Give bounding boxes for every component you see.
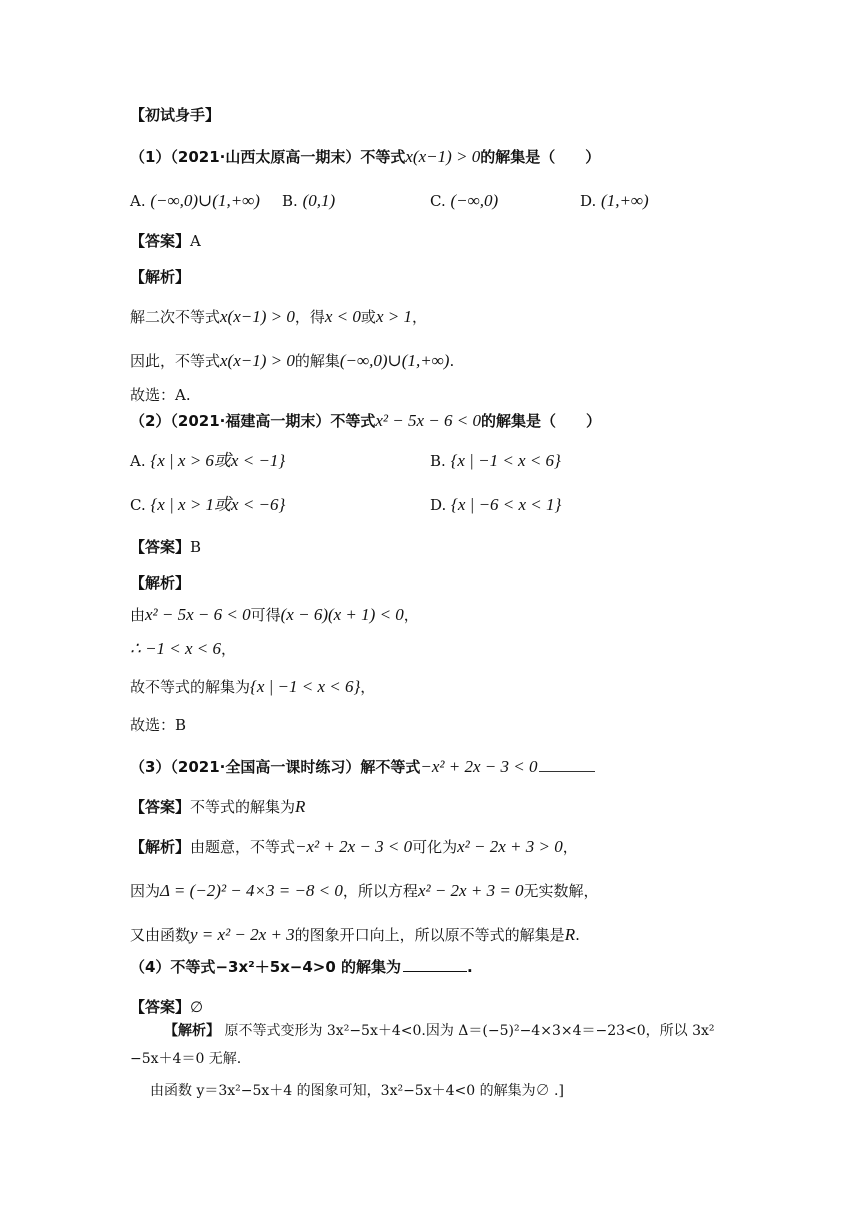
q1-option-d: D. (1,+∞) xyxy=(580,191,649,210)
q1-option-b: B. (0,1) xyxy=(282,191,336,210)
q1-analysis-line-2: 因此，不等式x(x−1) > 0的解集(−∞,0)∪(1,+∞). xyxy=(130,351,455,370)
q3-answer-blank[interactable] xyxy=(539,757,595,772)
q4-answer: 【答案】∅ xyxy=(130,998,204,1016)
q3-stem-line: （3）（2021·全国高一课时练习）解不等式−x² + 2x − 3 < 0 xyxy=(130,756,595,778)
q4-analysis-line-2: −5x＋4＝0 无解. xyxy=(130,1051,242,1067)
q2-option-b: B. {x | −1 < x < 6} xyxy=(430,451,561,470)
q2-option-c: C. {x | x > 1或x < −6} xyxy=(130,495,286,514)
q1-option-c: C. (−∞,0) xyxy=(430,191,499,210)
q3-answer: 【答案】不等式的解集为R xyxy=(130,797,306,816)
q3-analysis-line-3: 又由函数y = x² − 2x + 3的图象开口向上，所以原不等式的解集是R. xyxy=(130,925,580,944)
q4-stem-line: （4）不等式−3x²＋5x−4>0 的解集为 . xyxy=(130,958,473,976)
q3-expr: −x² + 2x − 3 < 0 xyxy=(420,757,538,776)
q2-analysis-line-3: 故不等式的解集为{x | −1 < x < 6}， xyxy=(130,677,376,696)
q3-analysis-line-1: 【解析】由题意，不等式−x² + 2x − 3 < 0可化为x² − 2x + 3 > 0， xyxy=(130,837,578,856)
q1-conclusion: 故选：A. xyxy=(130,386,191,404)
section-title: 【初试身手】 xyxy=(130,106,221,124)
q1-analysis-label: 【解析】 xyxy=(130,268,191,286)
q2-analysis-line-1: 由x² − 5x − 6 < 0可得(x − 6)(x + 1) < 0， xyxy=(130,605,419,624)
q2-expr: x² − 5x − 6 < 0 xyxy=(375,411,481,430)
q2-analysis-label: 【解析】 xyxy=(130,574,191,592)
q2-answer: 【答案】B xyxy=(130,538,202,556)
q1-answer: 【答案】A xyxy=(130,232,201,250)
q2-analysis-line-2: ∴ −1 < x < 6， xyxy=(130,639,237,658)
q4-answer-value: ∅ xyxy=(190,998,204,1016)
q2-option-d: D. {x | −6 < x < 1} xyxy=(430,495,562,514)
q4-analysis-line-3: 由函数 y＝3x²−5x＋4 的图象可知，3x²−5x＋4<0 的解集为∅ .] xyxy=(150,1083,564,1099)
q1-option-a: A. (−∞,0)∪(1,+∞) xyxy=(130,191,260,210)
q2-answer-value: B xyxy=(190,538,202,556)
q1-answer-value: A xyxy=(190,232,201,250)
q2-option-a: A. {x | x > 6或x < −1} xyxy=(130,451,286,470)
q1-expr: x(x−1) > 0 xyxy=(405,147,481,166)
q1-stem: （1）（2021·山西太原高一期末）不等式 xyxy=(130,148,406,166)
q2-conclusion: 故选：B xyxy=(130,716,187,734)
q3-analysis-line-2: 因为Δ = (−2)² − 4×3 = −8 < 0，所以方程x² − 2x + 3 = 0无实数解， xyxy=(130,881,599,900)
q2-stem-line: （2）（2021·福建高一期末）不等式x² − 5x − 6 < 0的解集是（ ） xyxy=(130,411,602,430)
q4-analysis-line-1: 【解析】 原不等式变形为 3x²−5x＋4<0.因为 Δ＝(−5)²−4×3×4＝−23<0，所以 3x² xyxy=(164,1023,715,1039)
q1-stem-line xyxy=(130,146,600,168)
q1-analysis-line-1: 解二次不等式x(x−1) > 0，得x < 0或x > 1， xyxy=(130,307,427,326)
q4-answer-blank[interactable] xyxy=(403,957,467,972)
q1-stem-tail: 的解集是（ ） xyxy=(480,148,601,166)
